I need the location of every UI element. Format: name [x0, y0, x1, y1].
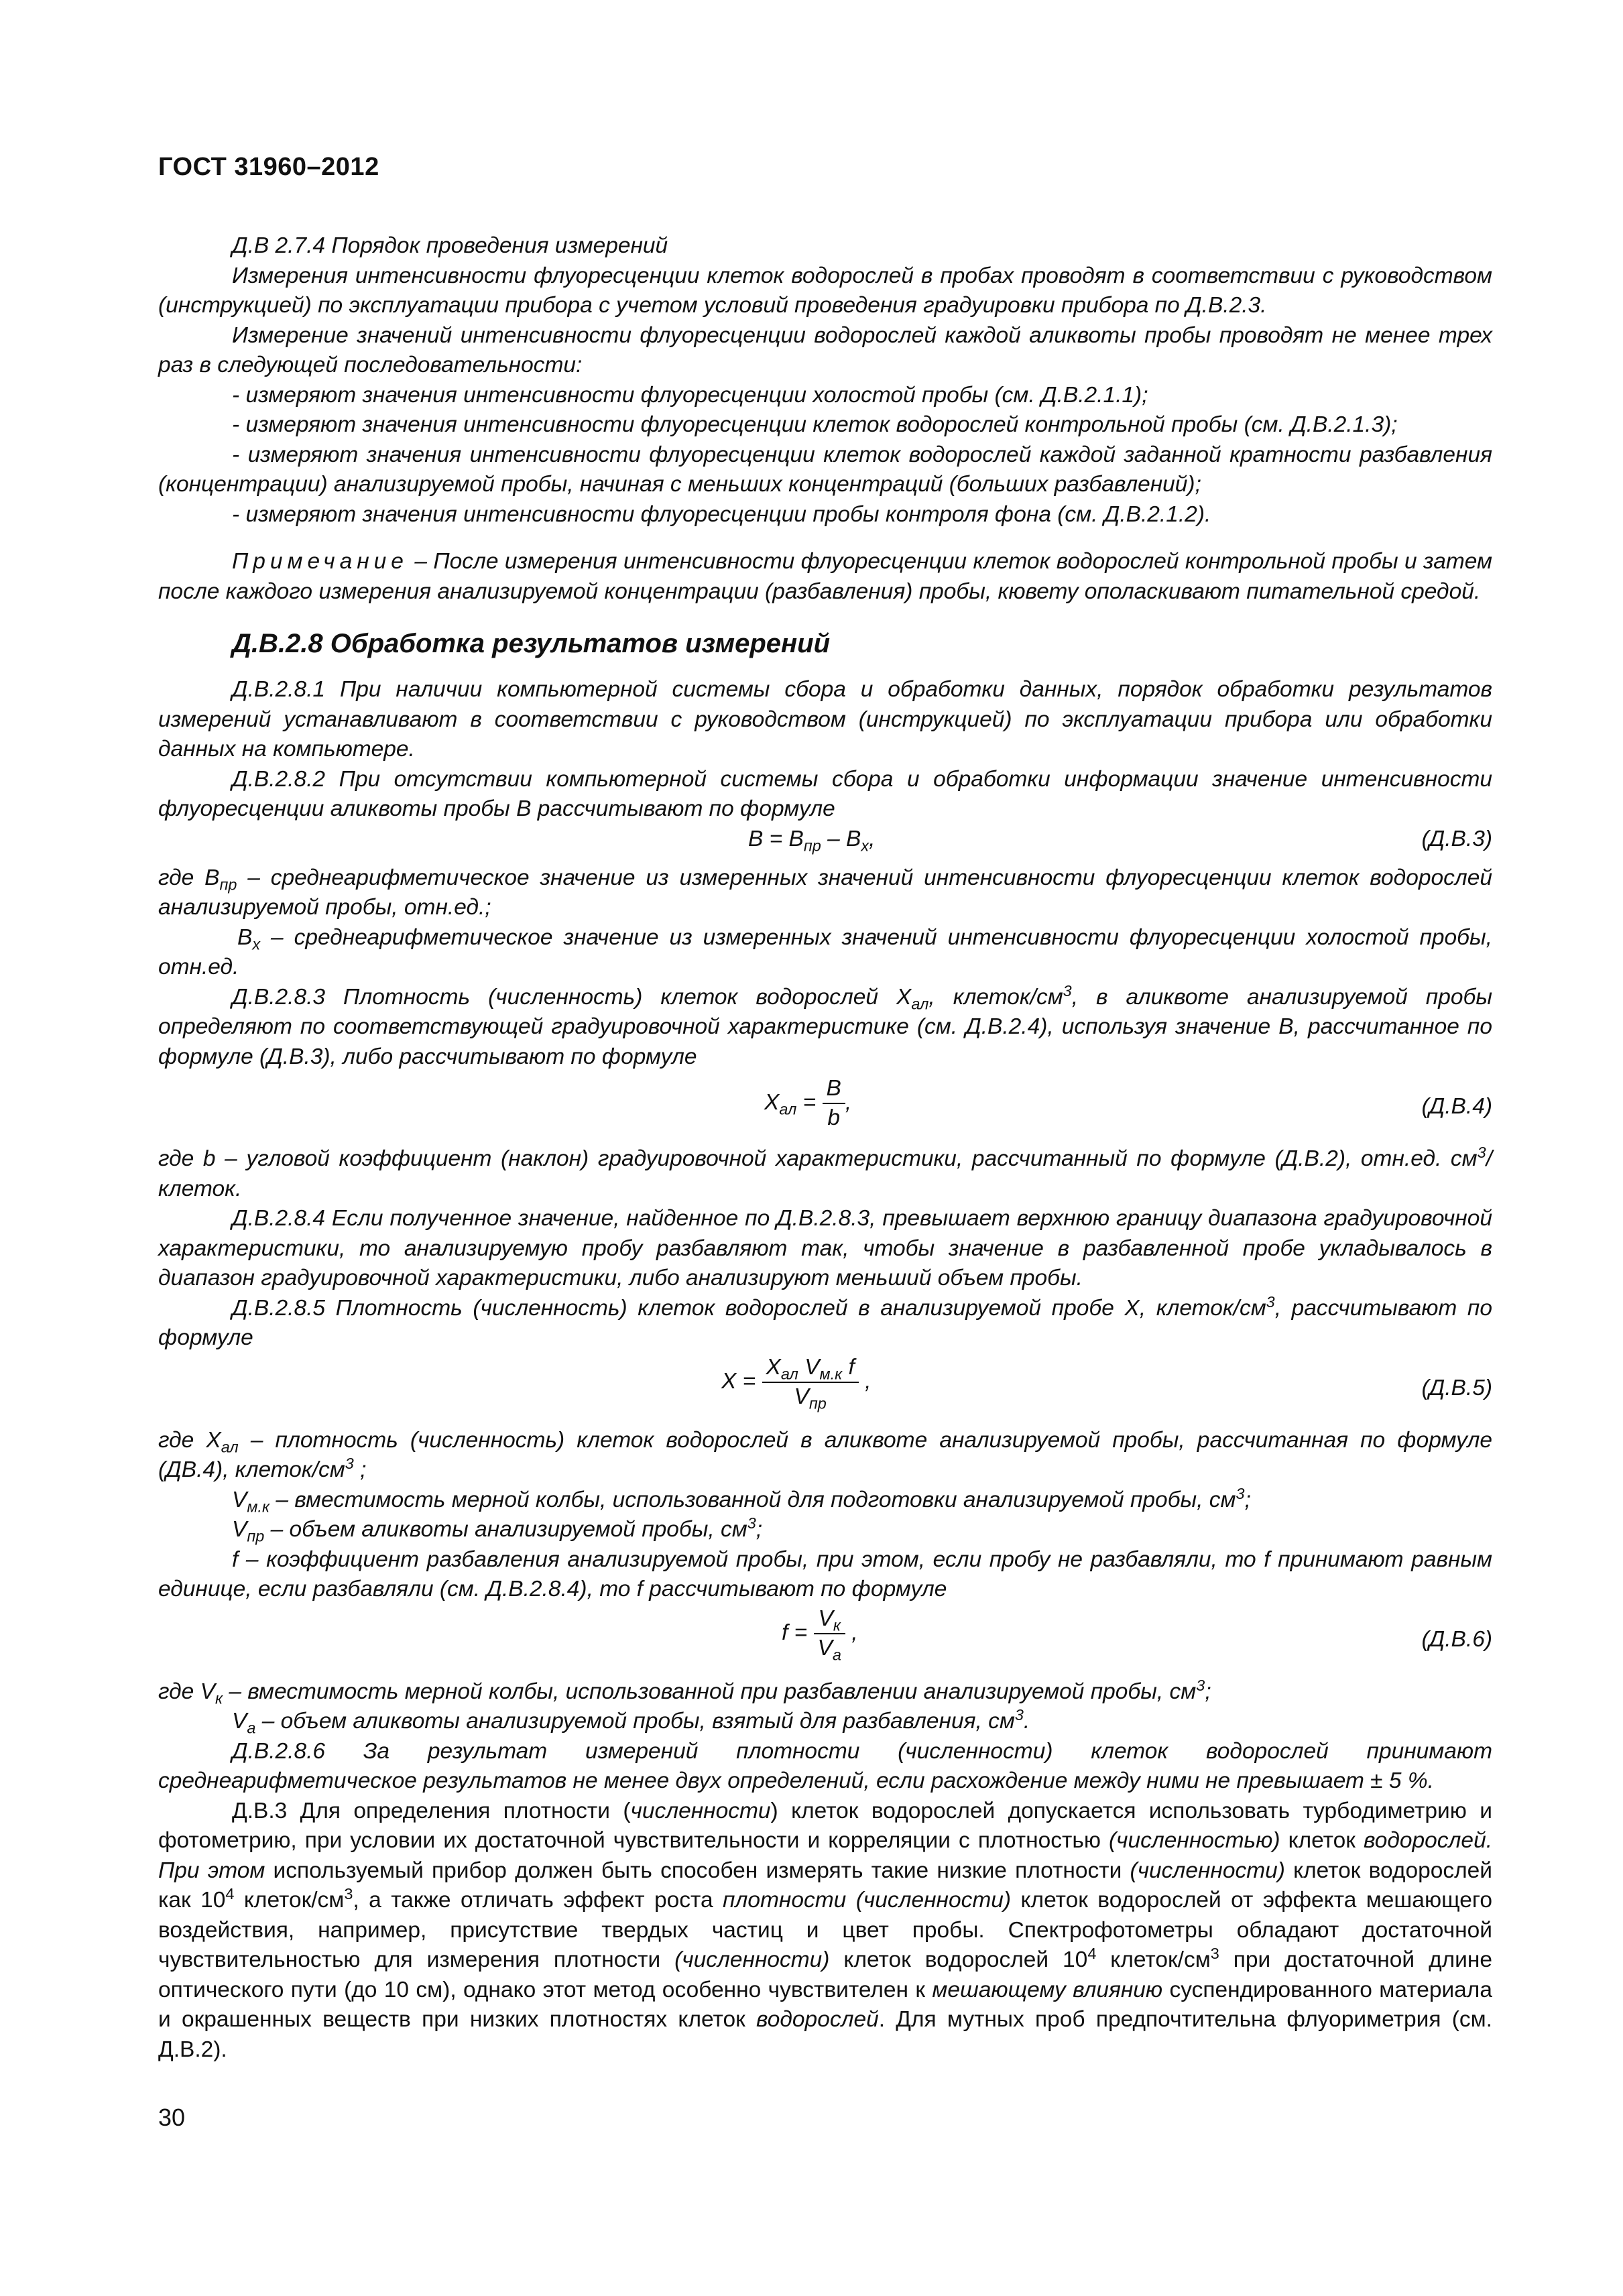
list-item: - измеряют значения интенсивности флуоресценции пробы контроля фона (см. Д.В.2.1.2). [232, 501, 1211, 527]
page-header: ГОСТ 31960–2012 [158, 153, 379, 181]
list-item: - измеряют значения интенсивности флуоресценции клеток водорослей каждой заданной кратности разбавления (концентрации) анализируемой пробы, начиная с меньших концентраций (больших разбавлений); [158, 442, 1492, 497]
formula-expression: $X_{ал}$ = $\frac{B}{b}$ , [764, 1075, 851, 1132]
page-number: 30 [158, 2104, 186, 2131]
paragraph-d-v-3: Д.В.3 Для определения плотности (численности) клеток водорослей допускается использовать турбодиметрию и фотометрию, при условии их достаточной чувствительности и корреляции с плотностью (численностью) клеток водорослей. При этом используемый прибор должен быть способен измерять такие низкие плотности (численности) клеток водорослей как $10^4$ клеток/$см^3$, а также отличать эффект роста плотности (численности) клеток водорослей от эффекта мешающего воздействия, например, присутствие твердых частиц и цвет пробы. Спектрофотометры обладают достаточной чувствительностью для измерения плотности (численности) клеток водорослей $10^4$ клеток/$см^3$ при достаточной длине оптического пути (до 10 см), однако этот метод особенно чувствителен к мешающему влиянию суспендированного материала и окрашенных веществ при низких плотностях клеток водорослей. Для мутных проб предпочтительна флуориметрия (см. Д.В.2). [158, 1798, 1493, 2062]
paragraph: Д.В.2.8.6 За результат измерений плотности (численности) клеток водорослей принимают среднеарифметическое результатов не менее двух определений, если расхождение между ними не превышает ± 5 %. [158, 1738, 1492, 1793]
formula-expression: f = $\frac{V_к}{V_а}$ , [782, 1606, 858, 1664]
paragraph: Д.В.2.8.5 Плотность (численность) клеток водорослей в анализируемой пробе X, клеток/$см^3$, рассчитывают по формуле [158, 1292, 1492, 1350]
formula-d-v-5 [158, 1353, 1492, 1426]
formula-d-v-3 [158, 825, 1492, 863]
fraction: $\frac{B}{b}$ [823, 1075, 845, 1132]
definition: $B_x$ – среднеарифметическое значение из измеренных значений интенсивности флуоресценции холостой пробы, отн.ед. [158, 924, 1492, 979]
definition: где $V_к$ – вместимость мерной колбы, использованной при разбавлении анализируемой пробы, $см^3$; [158, 1676, 1211, 1707]
definition: $V_{пр}$ – объем аликвоты анализируемой пробы, $см^3$; [232, 1514, 763, 1545]
formula-number: (Д.В.4) [1421, 1094, 1492, 1119]
definition: $V_{м.к}$ – вместимость мерной колбы, использованной для подготовки анализируемой пробы, $см^3$; [232, 1484, 1251, 1516]
note [158, 547, 1492, 607]
definition: где $X_{ал}$ – плотность (численность) клеток водорослей в аликвоте анализируемой пробы, рассчитанная по формуле (ДВ.4), клеток/$см^3$ ; [158, 1427, 1492, 1482]
formula-expression: $B = B_{пр} - B_x$, [748, 826, 876, 855]
subsection-title: Д.В 2.7.4 Порядок проведения измерений [232, 233, 668, 258]
paragraph: Д.В.2.8.3 Плотность (численность) клеток водорослей $X_{ал}$, клеток/$см^3$, в аликвоте анализируемой пробы определяют по соответствующей градуировочной характеристике (см. Д.В.2.4), используя значение B, рассчитанное по формуле (Д.В.3), либо рассчитывают по формуле [158, 981, 1492, 1069]
formula-number: (Д.В.3) [1421, 826, 1492, 851]
note-text: – После измерения интенсивности флуоресценции клеток водорослей контрольной пробы и затем после каждого измерения анализируемой концентрации (разбавления) пробы, кювету ополаскивают питательной средой. [158, 549, 1492, 604]
fraction: $\frac{V_к}{V_а}$ [814, 1605, 845, 1663]
paragraph: Измерения интенсивности флуоресценции клеток водорослей в пробах проводят в соответствии с руководством (инструкцией) по эксплуатации прибора с учетом условий проведения градуировки прибора по Д.В.2.3. [158, 263, 1492, 318]
definition: где $B_{пр}$ – среднеарифметическое значение из измеренных значений интенсивности флуоресценции клеток водорослей анализируемой пробы, отн.ед.; [158, 865, 1492, 920]
list-item: - измеряют значения интенсивности флуоресценции клеток водорослей контрольной пробы (см. Д.В.2.1.3); [232, 412, 1398, 437]
list-item: - измеряют значения интенсивности флуоресценции холостой пробы (см. Д.В.2.1.1); [232, 382, 1148, 408]
note-label: Примечание [232, 549, 408, 574]
section-heading: Д.В.2.8 Обработка результатов измерений [232, 629, 831, 658]
paragraph: Д.В.2.8.1 При наличии компьютерной системы сбора и обработки данных, порядок обработки результатов измерений устанавливают в соответствии с руководством (инструкцией) по эксплуатации прибора или обработки данных на компьютере. [158, 677, 1492, 762]
formula-number: (Д.В.6) [1421, 1626, 1492, 1652]
formula-d-v-6 [158, 1605, 1492, 1677]
paragraph: Д.В.2.8.2 При отсутствии компьютерной системы сбора и обработки информации значение интенсивности флуоресценции аликвоты пробы B рассчитывают по формуле [158, 766, 1492, 821]
paragraph: Д.В.2.8.4 Если полученное значение, найденное по Д.В.2.8.3, превышает верхнюю границу диапазона градуировочной характеристики, то анализируемую пробу разбавляют так, чтобы значение в разбавленной пробе укладывалось в диапазон градуировочной характеристики, либо анализируют меньший объем пробы. [158, 1206, 1492, 1290]
definition: $V_а$ – объем аликвоты анализируемой пробы, взятый для разбавления, $см^3$. [232, 1705, 1030, 1737]
fraction: $\frac{X_{ал} V_{м.к} f}{V_{пр}}$ [762, 1353, 859, 1411]
formula-expression: X = $\frac{X_{ал} V_{м.к} f}{V_{пр}}$ , [721, 1354, 871, 1412]
formula-d-v-4 [158, 1072, 1492, 1144]
paragraph: Измерение значений интенсивности флуоресценции водорослей каждой аликвоты пробы проводят не менее трех раз в следующей последовательности: [158, 322, 1492, 377]
formula-number: (Д.В.5) [1421, 1375, 1492, 1400]
definition: f – коэффициент разбавления анализируемой пробы, при этом, если пробу не разбавляли, то f принимают равным единице, если разбавляли (см. Д.В.2.8.4), то f рассчитывают по формуле [158, 1547, 1492, 1602]
definition: где b – угловой коэффициент (наклон) градуировочной характеристики, рассчитанный по формуле (Д.В.2), отн.ед. $см^3$/клеток. [158, 1143, 1492, 1201]
page-content [158, 231, 1492, 2065]
